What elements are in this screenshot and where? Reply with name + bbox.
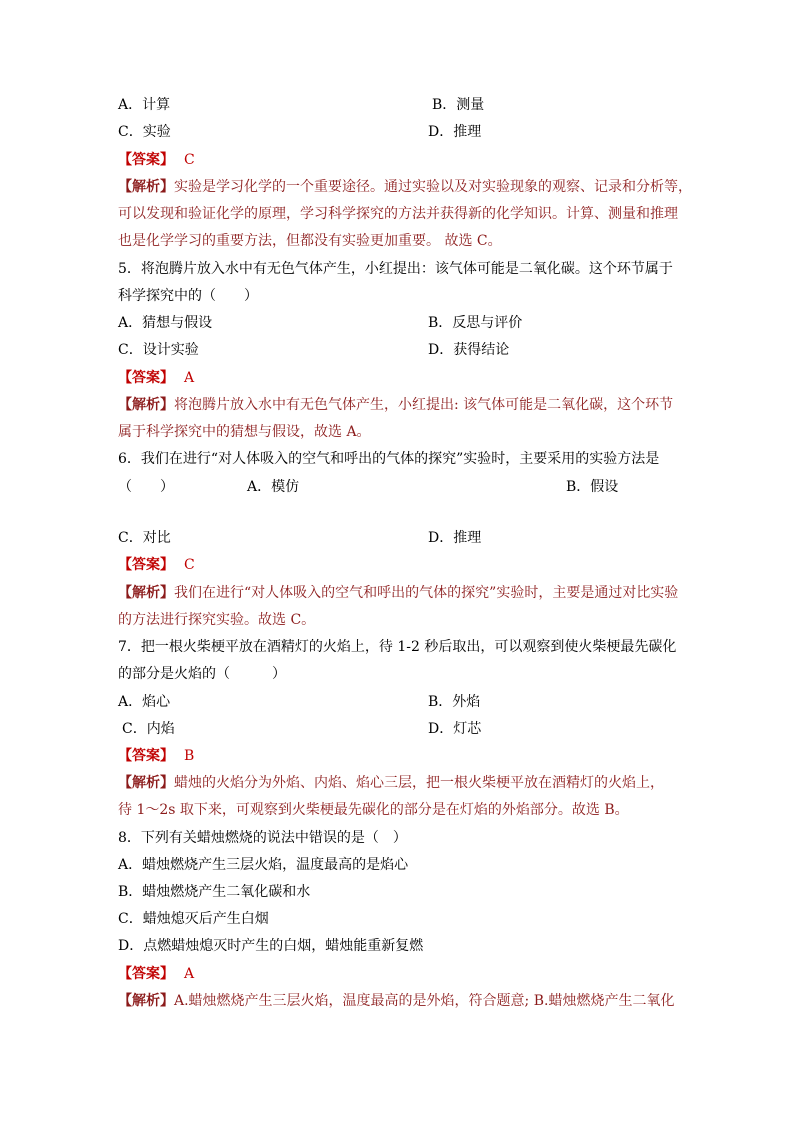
q6-answer — [118, 555, 195, 575]
explanation-text: 实验是学习化学的一个重要途径。通过实验以及对实验现象的观察、记录和分析等， — [174, 179, 692, 195]
answer-tag: 【答案】 — [118, 152, 174, 168]
q7-option-c: C．内焰 — [122, 721, 175, 737]
explanation-text: 我们在进行“对人体吸入的空气和呼出的气体的探究”实验时，主要是通过对比实验 — [174, 585, 679, 601]
q8-stem-line-1: 8．下列有关蜡烛燃烧的说法中错误的是（ ） — [118, 830, 407, 846]
q7-explanation-line-2: 待 1～2s 取下来，可观察到火柴梗最先碳化的部分是在灯焰的外焰部分。故选 B。 — [118, 802, 629, 818]
q5-stem-line-1: 5．将泡腾片放入水中有无色气体产生，小红提出：该气体可能是二氧化碳。这个环节属于 — [118, 261, 673, 277]
answer-value: A — [184, 370, 195, 386]
q4-option-a: A．计算 — [118, 97, 171, 113]
q5-answer — [118, 368, 194, 388]
q6-explanation-line-2: 的方法进行探究实验。故选 C。 — [118, 612, 316, 628]
q5-option-a: A．猜想与假设 — [118, 315, 213, 331]
q6-explanation-line-1 — [118, 583, 678, 603]
q5-option-d: D．获得结论 — [428, 342, 510, 358]
q7-answer — [118, 746, 194, 766]
answer-value: C — [184, 557, 195, 573]
q8-option-d: D．点燃蜡烛熄灭时产生的白烟，蜡烛能重新复燃 — [118, 938, 424, 954]
q7-explanation-line-1 — [118, 773, 664, 793]
explanation-tag: 【解析】 — [118, 179, 174, 195]
q4-option-b: B．测量 — [432, 97, 485, 113]
explanation-text: 将泡腾片放入水中有无色气体产生，小红提出: 该气体可能是二氧化碳，这个环节 — [174, 397, 674, 413]
answer-value: A — [184, 966, 195, 982]
q8-option-c: C．蜡烛熄灭后产生白烟 — [118, 911, 269, 927]
answer-tag: 【答案】 — [118, 370, 174, 386]
q4-explanation-line-2: 可以发现和验证化学的原理，学习科学探究的方法并获得新的化学知识。计算、测量和推理 — [118, 206, 678, 222]
q4-answer — [118, 150, 195, 170]
explanation-tag: 【解析】 — [118, 397, 174, 413]
q8-explanation-line-1 — [118, 991, 674, 1011]
q6-option-b: B．假设 — [566, 479, 619, 495]
q5-explanation-line-2: 属于科学探究中的猜想与假设，故选 A。 — [118, 424, 371, 440]
answer-value: B — [184, 748, 195, 764]
q5-option-c: C．设计实验 — [118, 342, 199, 358]
q5-stem-line-2: 科学探究中的（ ） — [118, 288, 258, 304]
q7-stem-line-2: 的部分是火焰的（ ） — [118, 666, 286, 682]
q5-explanation-line-1 — [118, 395, 673, 415]
q6-stem-line-2: （ ） — [118, 479, 174, 495]
explanation-tag: 【解析】 — [118, 775, 174, 791]
q5-option-b: B．反思与评价 — [428, 315, 523, 331]
q4-option-d: D．推理 — [428, 124, 482, 140]
explanation-tag: 【解析】 — [118, 585, 174, 601]
explanation-text: 蜡烛的火焰分为外焰、内焰、焰心三层，把一根火柴梗平放在酒精灯的火焰上， — [174, 775, 664, 791]
answer-tag: 【答案】 — [118, 966, 174, 982]
answer-value: C — [184, 152, 195, 168]
q6-option-d: D．推理 — [428, 530, 482, 546]
q8-option-a: A．蜡烛燃烧产生三层火焰，温度最高的是焰心 — [118, 857, 409, 873]
q7-option-d: D．灯芯 — [428, 721, 482, 737]
q4-explanation-line-3: 也是化学学习的重要方法，但都没有实验更加重要。 故选 C。 — [118, 233, 502, 249]
q8-answer — [118, 964, 194, 984]
answer-tag: 【答案】 — [118, 748, 174, 764]
explanation-tag: 【解析】 — [118, 993, 174, 1009]
q6-option-c: C．对比 — [118, 530, 171, 546]
q7-option-b: B．外焰 — [428, 694, 481, 710]
q4-explanation-line-1 — [118, 177, 692, 197]
explanation-text: A.蜡烛燃烧产生三层火焰，温度最高的是外焰，符合题意; B.蜡烛燃烧产生二氧化 — [174, 993, 675, 1009]
answer-tag: 【答案】 — [118, 557, 174, 573]
q6-stem-line-1: 6．我们在进行“对人体吸入的空气和呼出的气体的探究”实验时，主要采用的实验方法是 — [118, 451, 660, 467]
q7-stem-line-1: 7．把一根火柴梗平放在酒精灯的火焰上，待 1-2 秒后取出，可以观察到使火柴梗最先碳化 — [118, 639, 677, 655]
q4-option-c: C．实验 — [118, 124, 171, 140]
q6-option-a: A．模仿 — [247, 479, 300, 495]
q7-option-a: A．焰心 — [118, 694, 171, 710]
q8-option-b: B．蜡烛燃烧产生二氧化碳和水 — [118, 884, 311, 900]
